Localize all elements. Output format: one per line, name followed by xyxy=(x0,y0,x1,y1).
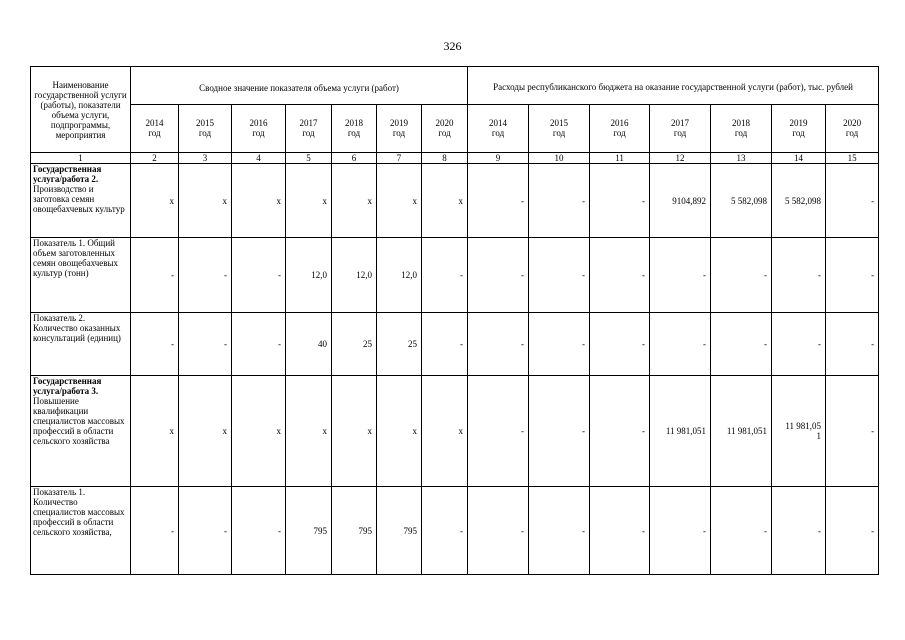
value-cell: - xyxy=(772,487,826,575)
header-year-cell: 2020 год xyxy=(826,104,879,152)
column-number-cell: 12 xyxy=(650,153,711,164)
value-cell: - xyxy=(711,238,772,313)
row-name-cell xyxy=(31,238,131,313)
row-name-cell xyxy=(31,164,131,238)
value-cell: - xyxy=(590,376,650,487)
value-cell: - xyxy=(422,238,468,313)
not-applicable-cell: x xyxy=(232,376,286,487)
value-cell: - xyxy=(468,164,529,238)
header-year-cell: 2016 год xyxy=(232,104,286,152)
column-number-cell: 15 xyxy=(826,153,879,164)
header-year-cell: 2017 год xyxy=(650,104,711,152)
value-cell: - xyxy=(232,238,286,313)
table-row xyxy=(31,313,879,376)
header-row-group xyxy=(31,67,879,105)
not-applicable-cell: x xyxy=(131,376,179,487)
value-cell: - xyxy=(468,487,529,575)
header-year-cell: 2020 год xyxy=(422,104,468,152)
value-cell: 5 582,098 xyxy=(711,164,772,238)
header-year-cell: 2019 год xyxy=(377,104,422,152)
value-cell: - xyxy=(590,313,650,376)
not-applicable-cell: x xyxy=(232,164,286,238)
row-description: Показатель 1. Общий объем заготовленных семян овощебахчевых культур (тонн) xyxy=(33,238,119,278)
table-body xyxy=(31,164,879,575)
header-row-column-numbers xyxy=(31,153,879,164)
value-cell: 11 981,051 xyxy=(711,376,772,487)
row-description: Повышение квалификации специалистов массовых профессий в области сельского хозяйства xyxy=(33,396,125,446)
header-budget-group: Расходы республиканского бюджета на оказание государственной услуги (работ), тыс. рублей xyxy=(468,67,879,105)
header-year-cell: 2017 год xyxy=(286,104,332,152)
row-description: Показатель 1. Количество специалистов массовых профессий в области сельского хозяйства, xyxy=(33,487,125,537)
value-cell: 5 582,098 xyxy=(772,164,826,238)
not-applicable-cell: x xyxy=(131,164,179,238)
row-name-cell xyxy=(31,487,131,575)
header-name-col: Наименование государственной услуги (работы), показатели объема услуги, подпрограммы, мероприятия xyxy=(31,67,131,153)
table-row xyxy=(31,376,879,487)
value-cell: - xyxy=(529,376,590,487)
header-row-years xyxy=(31,104,879,152)
value-cell: - xyxy=(468,313,529,376)
value-cell: - xyxy=(826,313,879,376)
header-year-cell: 2015 год xyxy=(529,104,590,152)
value-cell: - xyxy=(650,238,711,313)
value-cell: - xyxy=(590,238,650,313)
column-number-cell: 11 xyxy=(590,153,650,164)
value-cell: 795 xyxy=(332,487,377,575)
page-number: 326 xyxy=(443,39,462,53)
header-year-cell: 2014 год xyxy=(468,104,529,152)
value-cell: 12,0 xyxy=(377,238,422,313)
not-applicable-cell: x xyxy=(377,164,422,238)
table-row xyxy=(31,164,879,238)
header-year-cell: 2019 год xyxy=(772,104,826,152)
value-cell: 12,0 xyxy=(332,238,377,313)
value-cell: 11 981,051 xyxy=(650,376,711,487)
not-applicable-cell: x xyxy=(422,376,468,487)
row-description: Показатель 2. Количество оказанных консультаций (единиц) xyxy=(33,313,121,343)
value-cell: - xyxy=(468,238,529,313)
value-cell: - xyxy=(711,487,772,575)
column-number-cell: 9 xyxy=(468,153,529,164)
column-number-cell: 7 xyxy=(377,153,422,164)
column-number-cell: 2 xyxy=(131,153,179,164)
value-cell: - xyxy=(772,238,826,313)
service-title: Государственная услуга/работа 3. xyxy=(33,376,102,396)
column-number-cell: 6 xyxy=(332,153,377,164)
header-year-cell: 2016 год xyxy=(590,104,650,152)
column-number-cell: 5 xyxy=(286,153,332,164)
table-row xyxy=(31,487,879,575)
row-name-cell xyxy=(31,313,131,376)
value-cell: 25 xyxy=(332,313,377,376)
value-cell: - xyxy=(131,238,179,313)
value-cell: - xyxy=(422,487,468,575)
header-year-cell: 2014 год xyxy=(131,104,179,152)
not-applicable-cell: x xyxy=(286,376,332,487)
value-cell: - xyxy=(826,164,879,238)
service-title: Государственная услуга/работа 2. xyxy=(33,164,102,184)
value-cell: - xyxy=(529,313,590,376)
value-cell: - xyxy=(826,376,879,487)
value-cell: - xyxy=(468,376,529,487)
value-cell: - xyxy=(179,238,232,313)
not-applicable-cell: x xyxy=(332,164,377,238)
value-cell: - xyxy=(529,487,590,575)
value-cell: - xyxy=(650,313,711,376)
value-cell: 40 xyxy=(286,313,332,376)
row-name-cell xyxy=(31,376,131,487)
column-number-cell: 4 xyxy=(232,153,286,164)
value-cell: 795 xyxy=(286,487,332,575)
header-year-cell: 2018 год xyxy=(332,104,377,152)
value-cell: - xyxy=(131,313,179,376)
value-cell: 12,0 xyxy=(286,238,332,313)
value-cell: - xyxy=(590,487,650,575)
value-cell: - xyxy=(826,238,879,313)
value-cell: - xyxy=(179,313,232,376)
not-applicable-cell: x xyxy=(422,164,468,238)
value-cell: 11 981,05 1 xyxy=(772,376,826,487)
value-cell: 25 xyxy=(377,313,422,376)
column-number-cell: 14 xyxy=(772,153,826,164)
column-number-cell: 1 xyxy=(31,153,131,164)
value-cell: 795 xyxy=(377,487,422,575)
not-applicable-cell: x xyxy=(179,164,232,238)
column-number-cell: 8 xyxy=(422,153,468,164)
not-applicable-cell: x xyxy=(179,376,232,487)
not-applicable-cell: x xyxy=(332,376,377,487)
header-year-cell: 2018 год xyxy=(711,104,772,152)
value-cell: - xyxy=(529,238,590,313)
row-description: Производство и заготовка семян овощебахчевых культур xyxy=(33,184,125,214)
table-row xyxy=(31,238,879,313)
value-cell: - xyxy=(772,313,826,376)
value-cell: - xyxy=(529,164,590,238)
budget-table xyxy=(30,66,879,575)
header-volume-group: Сводное значение показателя объема услуги (работ) xyxy=(131,67,468,105)
value-cell: - xyxy=(650,487,711,575)
column-number-cell: 10 xyxy=(529,153,590,164)
value-cell: - xyxy=(179,487,232,575)
value-cell: - xyxy=(422,313,468,376)
column-number-cell: 13 xyxy=(711,153,772,164)
not-applicable-cell: x xyxy=(286,164,332,238)
value-cell: - xyxy=(232,313,286,376)
value-cell: - xyxy=(826,487,879,575)
value-cell: - xyxy=(131,487,179,575)
value-cell: - xyxy=(232,487,286,575)
value-cell: - xyxy=(590,164,650,238)
header-year-cell: 2015 год xyxy=(179,104,232,152)
value-cell: 9104,892 xyxy=(650,164,711,238)
value-cell: - xyxy=(711,313,772,376)
column-number-cell: 3 xyxy=(179,153,232,164)
not-applicable-cell: x xyxy=(377,376,422,487)
